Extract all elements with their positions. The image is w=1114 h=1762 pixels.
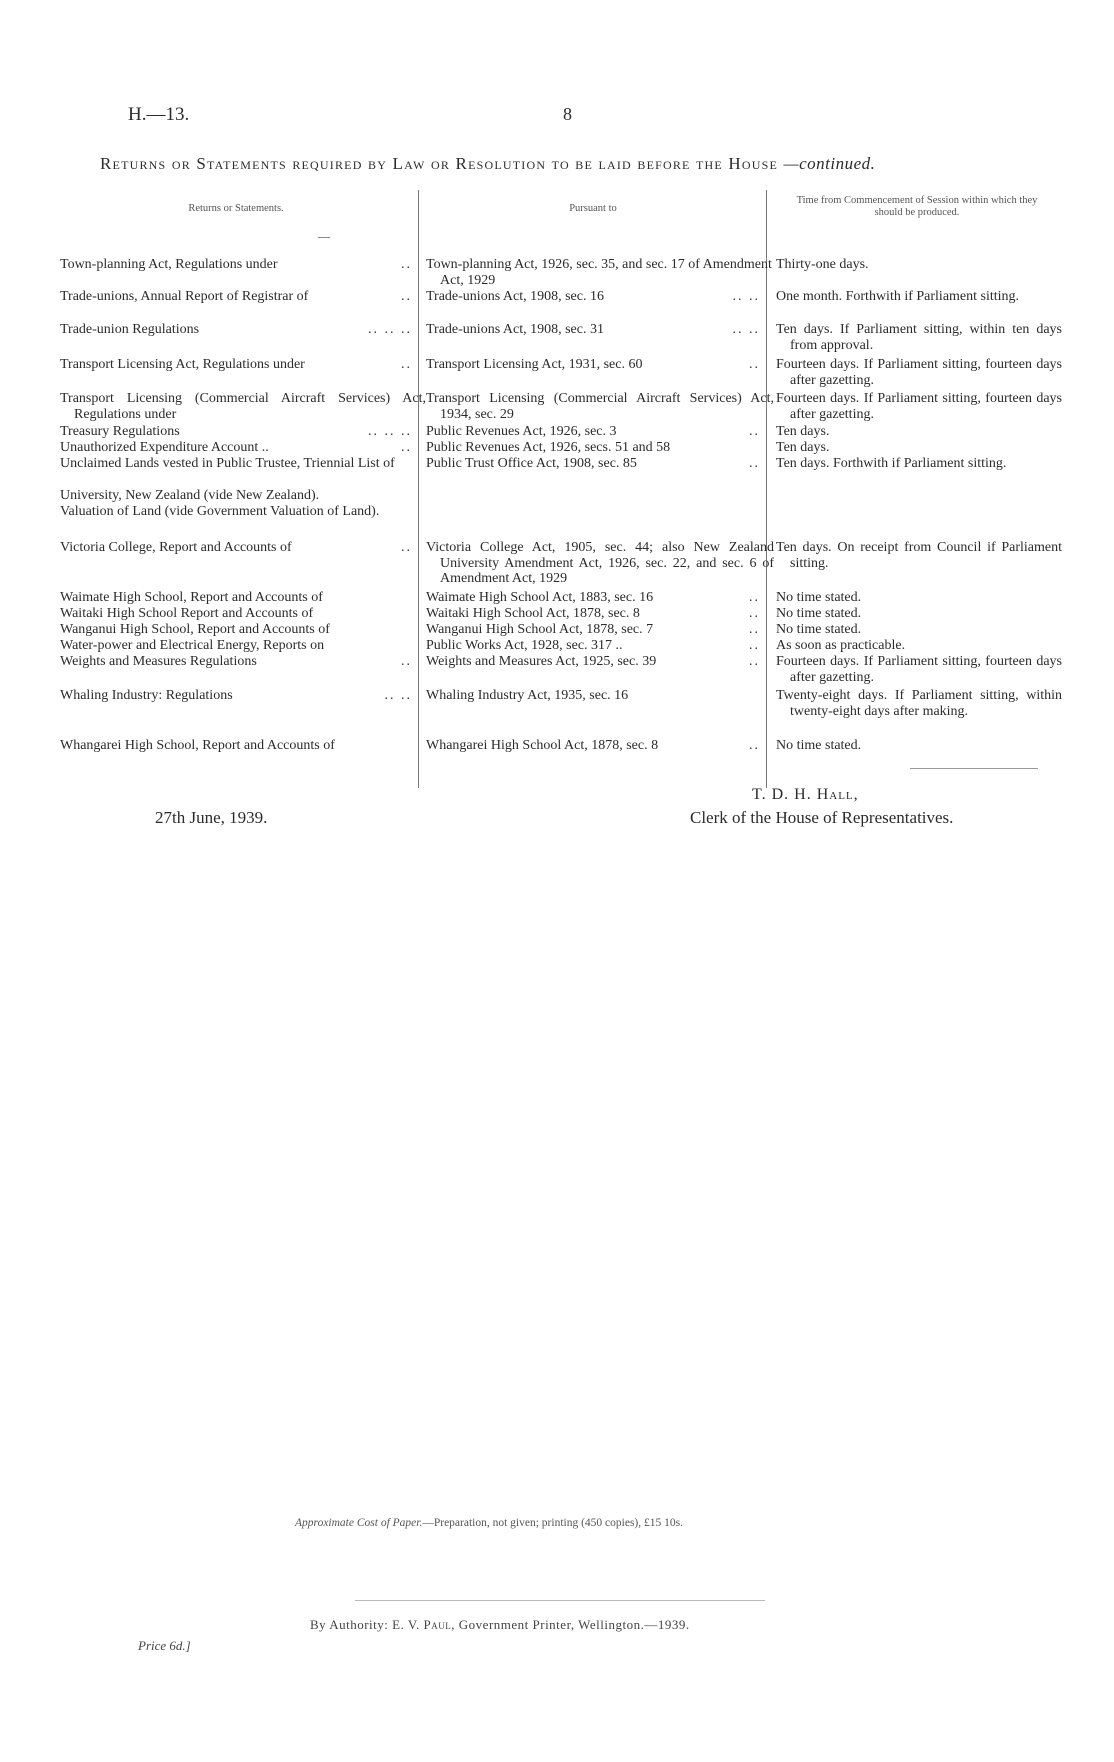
pursuant-cell bbox=[426, 622, 760, 638]
pursuant-cell: Public Revenues Act, 1926, secs. 51 and 58 bbox=[426, 440, 671, 455]
cost-label: Approximate Cost of Paper. bbox=[295, 1517, 423, 1529]
pursuant-text: Weights and Measures Act, 1925, sec. 39 bbox=[426, 654, 657, 669]
pursuant-text: Public Trust Office Act, 1908, sec. 85 bbox=[426, 456, 637, 471]
leader-dots: .. .. bbox=[732, 289, 760, 304]
pursuant-cell bbox=[426, 456, 760, 472]
time-cell: One month. Forthwith if Parliament sitting. bbox=[776, 289, 1020, 304]
table-row: Waitaki High School Report and Accounts of bbox=[60, 606, 314, 621]
return-name: Trade-union Regulations bbox=[60, 322, 200, 337]
table-row bbox=[60, 357, 412, 373]
table-row bbox=[60, 540, 412, 556]
leader-dots: .. bbox=[401, 654, 412, 669]
return-name: Weights and Measures Regulations bbox=[60, 654, 257, 669]
leader-dots: .. bbox=[749, 590, 760, 605]
authority-prefix: By Authority: bbox=[310, 1617, 389, 1632]
pursuant-text: Trade-unions Act, 1908, sec. 16 bbox=[426, 289, 604, 304]
return-name: Treasury Regulations bbox=[60, 424, 180, 439]
document-date: 27th June, 1939. bbox=[155, 808, 268, 827]
leader-dots: .. bbox=[749, 638, 760, 653]
leader-dots: .. bbox=[401, 540, 412, 555]
cost-text: —Preparation, not given; printing (450 copies), £15 10s. bbox=[422, 1517, 683, 1529]
time-cell: No time stated. bbox=[776, 738, 862, 753]
authority-suffix: Government Printer, Wellington.—1939. bbox=[458, 1617, 690, 1632]
time-cell: Ten days. Forthwith if Parliament sitting. bbox=[776, 456, 1007, 471]
column-header-pursuant: Pursuant to bbox=[569, 203, 617, 214]
pursuant-cell bbox=[426, 289, 760, 305]
pursuant-text: Public Works Act, 1928, sec. 317 .. bbox=[426, 638, 623, 653]
table-row: Waimate High School, Report and Accounts of bbox=[60, 590, 323, 605]
signature-rule bbox=[910, 768, 1038, 769]
return-name: Transport Licensing Act, Regulations under bbox=[60, 357, 305, 372]
price: Price 6d.] bbox=[138, 1638, 191, 1653]
leader-dots: .. .. .. bbox=[368, 424, 412, 439]
leader-dots: .. .. .. bbox=[368, 322, 412, 337]
leader-dots: .. bbox=[401, 357, 412, 372]
return-name: Unauthorized Expenditure Account .. bbox=[60, 440, 269, 455]
pursuant-cell bbox=[426, 357, 760, 373]
table-row: Valuation of Land (vide Government Valuation of Land). bbox=[60, 504, 380, 519]
table-row bbox=[60, 654, 412, 670]
table-row: Transport Licensing (Commercial Aircraft Services) Act, Regulations under bbox=[60, 391, 426, 422]
pursuant-cell: Victoria College Act, 1905, sec. 44; also New Zealand University Amendment Act, 1926, sec. 22, and sec. 6 of Amendment Act, 1929 bbox=[426, 540, 774, 586]
pursuant-text: Transport Licensing Act, 1931, sec. 60 bbox=[426, 357, 643, 372]
time-cell: As soon as practicable. bbox=[776, 638, 906, 653]
time-cell: Thirty-one days. bbox=[776, 257, 869, 272]
pursuant-cell bbox=[426, 590, 760, 606]
return-name: Victoria College, Report and Accounts of bbox=[60, 540, 292, 555]
table-row: Water-power and Electrical Energy, Reports on bbox=[60, 638, 325, 653]
time-cell: Fourteen days. If Parliament sitting, fourteen days after gazetting. bbox=[776, 654, 1062, 685]
return-name: Whaling Industry: Regulations bbox=[60, 688, 233, 703]
table-row: Whangarei High School, Report and Accounts of bbox=[60, 738, 335, 753]
return-name: Trade-unions, Annual Report of Registrar of bbox=[60, 289, 309, 304]
time-cell: Ten days. bbox=[776, 440, 830, 455]
pursuant-cell bbox=[426, 654, 760, 670]
time-cell: Ten days. bbox=[776, 424, 830, 439]
time-cell: Ten days. If Parliament sitting, within ten days from approval. bbox=[776, 322, 1062, 353]
time-cell: No time stated. bbox=[776, 606, 862, 621]
time-cell: Fourteen days. If Parliament sitting, fourteen days after gazetting. bbox=[776, 357, 1062, 388]
time-cell: Twenty-eight days. If Parliament sitting, within twenty-eight days after making. bbox=[776, 688, 1062, 719]
leader-dots: .. bbox=[749, 357, 760, 372]
leader-dots: .. bbox=[401, 440, 412, 455]
time-cell: Ten days. On receipt from Council if Parliament sitting. bbox=[776, 540, 1062, 571]
leader-dots: .. bbox=[401, 257, 412, 272]
title-continued: —continued. bbox=[783, 154, 876, 173]
pursuant-cell bbox=[426, 738, 760, 754]
return-name: Town-planning Act, Regulations under bbox=[60, 257, 278, 272]
table-row: University, New Zealand (vide New Zealand). bbox=[60, 488, 320, 503]
table-row: Wanganui High School, Report and Accounts of bbox=[60, 622, 330, 637]
leader-dots: .. .. bbox=[732, 322, 760, 337]
leader-dots: .. bbox=[749, 606, 760, 621]
pursuant-cell bbox=[426, 322, 760, 338]
pursuant-cell bbox=[426, 638, 760, 654]
leader-dots: .. bbox=[401, 289, 412, 304]
table-row bbox=[60, 257, 412, 273]
table-row bbox=[60, 322, 412, 338]
signatory-name: T. D. H. Hall, bbox=[752, 786, 859, 803]
time-cell: No time stated. bbox=[776, 622, 862, 637]
leader-dots: .. bbox=[749, 456, 760, 471]
pursuant-text: Trade-unions Act, 1908, sec. 31 bbox=[426, 322, 604, 337]
document-code: H.—13. bbox=[128, 104, 190, 125]
leader-dots: .. bbox=[749, 622, 760, 637]
pursuant-text: Waimate High School Act, 1883, sec. 16 bbox=[426, 590, 654, 605]
pursuant-cell: Whaling Industry Act, 1935, sec. 16 bbox=[426, 688, 629, 703]
pursuant-cell bbox=[426, 424, 760, 440]
pursuant-text: Wanganui High School Act, 1878, sec. 7 bbox=[426, 622, 654, 637]
column-header-returns: Returns or Statements. bbox=[188, 203, 284, 214]
footer-rule bbox=[355, 1600, 765, 1601]
table-row: Unclaimed Lands vested in Public Trustee, Triennial List of bbox=[60, 456, 395, 471]
time-cell: Fourteen days. If Parliament sitting, fourteen days after gazetting. bbox=[776, 391, 1062, 422]
pursuant-text: Public Revenues Act, 1926, sec. 3 bbox=[426, 424, 617, 439]
header-rule bbox=[318, 237, 330, 238]
page-title bbox=[100, 154, 1060, 174]
printer-name: E. V. Paul, bbox=[392, 1617, 456, 1632]
pursuant-text: Whangarei High School Act, 1878, sec. 8 bbox=[426, 738, 659, 753]
leader-dots: .. .. bbox=[384, 688, 412, 703]
table-row bbox=[60, 440, 412, 456]
page-number: 8 bbox=[563, 104, 572, 124]
signatory-role: Clerk of the House of Representatives. bbox=[690, 808, 954, 827]
cost-note bbox=[295, 1517, 855, 1529]
pursuant-text: Waitaki High School Act, 1878, sec. 8 bbox=[426, 606, 640, 621]
column-header-time: Time from Commencement of Session within which they should be produced. bbox=[796, 195, 1038, 218]
pursuant-cell: Town-planning Act, 1926, sec. 35, and sec. 17 of Amendment Act, 1929 bbox=[426, 257, 772, 288]
pursuant-cell: Transport Licensing (Commercial Aircraft Services) Act, 1934, sec. 29 bbox=[426, 391, 774, 422]
leader-dots: .. bbox=[749, 424, 760, 439]
title-text: Returns or Statements required by Law or Resolution to be laid before the House bbox=[100, 154, 779, 173]
table-row bbox=[60, 688, 412, 704]
table-row bbox=[60, 424, 412, 440]
leader-dots: .. bbox=[749, 654, 760, 669]
printer-imprint bbox=[310, 1617, 690, 1633]
pursuant-cell bbox=[426, 606, 760, 622]
table-row bbox=[60, 289, 412, 305]
time-cell: No time stated. bbox=[776, 590, 862, 605]
leader-dots: .. bbox=[749, 738, 760, 753]
